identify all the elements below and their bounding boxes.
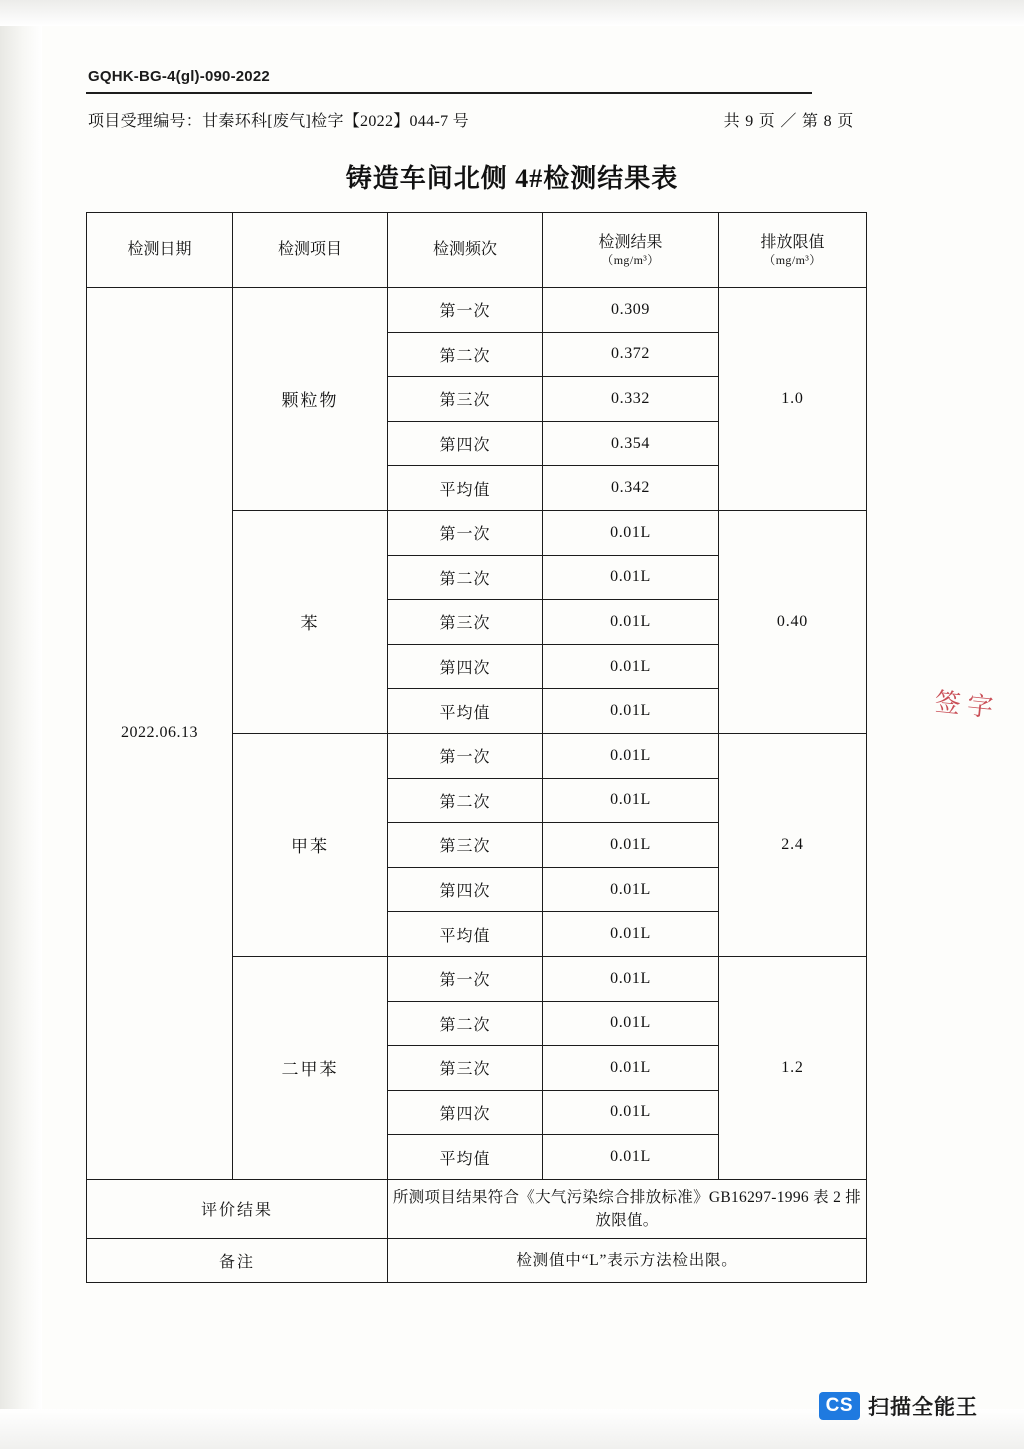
detection-result-table bbox=[86, 212, 867, 1283]
header-result-label: 检测结果 bbox=[598, 233, 663, 251]
remark-text: 检测值中“L”表示方法检出限。 bbox=[388, 1238, 867, 1283]
cell-result: 0.354 bbox=[543, 421, 719, 466]
cell-frequency: 第二次 bbox=[388, 1001, 543, 1046]
header-item: 检测项目 bbox=[233, 213, 388, 288]
cell-result: 0.01L bbox=[543, 1001, 719, 1046]
cell-result: 0.01L bbox=[543, 510, 719, 555]
cell-result: 0.332 bbox=[543, 377, 719, 422]
remark-label: 备注 bbox=[87, 1238, 388, 1283]
cell-result: 0.01L bbox=[543, 555, 719, 600]
header-result bbox=[543, 213, 719, 288]
cell-frequency: 平均值 bbox=[388, 466, 543, 511]
cell-result: 0.01L bbox=[543, 1090, 719, 1135]
cell-limit: 0.40 bbox=[719, 510, 867, 733]
table-header-row bbox=[87, 213, 867, 288]
cell-frequency: 第三次 bbox=[388, 377, 543, 422]
cell-frequency: 第三次 bbox=[388, 600, 543, 645]
header-result-unit: （mg/m³） bbox=[601, 252, 660, 267]
evaluation-text: 所测项目结果符合《大气污染综合排放标准》GB16297-1996 表 2 排放限值。 bbox=[388, 1179, 867, 1238]
cell-frequency: 第二次 bbox=[388, 778, 543, 823]
cell-frequency: 第一次 bbox=[388, 733, 543, 778]
watermark-label: 扫描全能王 bbox=[868, 1396, 978, 1419]
header-limit-label: 排放限值 bbox=[760, 233, 825, 251]
table-row bbox=[87, 288, 867, 333]
document-code: GQHK-BG-4(gl)-090-2022 bbox=[88, 68, 270, 85]
cell-date: 2022.06.13 bbox=[87, 288, 233, 1180]
cell-result: 0.01L bbox=[543, 912, 719, 957]
cell-limit: 1.2 bbox=[719, 956, 867, 1179]
cell-frequency: 第二次 bbox=[388, 332, 543, 377]
cell-limit: 2.4 bbox=[719, 733, 867, 956]
remark-row bbox=[87, 1238, 867, 1283]
page-number: 共 9 页 ／ 第 8 页 bbox=[723, 113, 854, 130]
cell-result: 0.01L bbox=[543, 733, 719, 778]
cell-result: 0.01L bbox=[543, 823, 719, 868]
evaluation-label: 评价结果 bbox=[87, 1179, 388, 1238]
cell-result: 0.01L bbox=[543, 600, 719, 645]
evaluation-row bbox=[87, 1179, 867, 1238]
cell-frequency: 第四次 bbox=[388, 867, 543, 912]
cell-limit: 1.0 bbox=[719, 288, 867, 511]
cell-result: 0.01L bbox=[543, 1135, 719, 1180]
cell-frequency: 平均值 bbox=[388, 912, 543, 957]
scanner-watermark bbox=[819, 1391, 978, 1421]
cell-frequency: 第一次 bbox=[388, 956, 543, 1001]
cell-frequency: 平均值 bbox=[388, 1135, 543, 1180]
cell-frequency: 第一次 bbox=[388, 510, 543, 555]
cell-result: 0.01L bbox=[543, 867, 719, 912]
scan-edge-top bbox=[0, 0, 1024, 26]
handwritten-margin-mark: 签 字 bbox=[933, 687, 995, 723]
camscanner-logo-icon: CS bbox=[819, 1392, 860, 1420]
cell-item: 甲苯 bbox=[233, 733, 388, 956]
cell-frequency: 第四次 bbox=[388, 421, 543, 466]
header-limit bbox=[719, 213, 867, 288]
page-title: 铸造车间北侧 4#检测结果表 bbox=[345, 164, 679, 193]
cell-result: 0.309 bbox=[543, 288, 719, 333]
cell-result: 0.342 bbox=[543, 466, 719, 511]
header-rule bbox=[86, 92, 812, 94]
scan-edge-left bbox=[0, 0, 42, 1449]
cell-result: 0.372 bbox=[543, 332, 719, 377]
cell-item: 颗粒物 bbox=[233, 288, 388, 511]
cell-item: 二甲苯 bbox=[233, 956, 388, 1179]
cell-result: 0.01L bbox=[543, 778, 719, 823]
cell-result: 0.01L bbox=[543, 689, 719, 734]
cell-result: 0.01L bbox=[543, 956, 719, 1001]
cell-frequency: 第三次 bbox=[388, 823, 543, 868]
cell-frequency: 第四次 bbox=[388, 1090, 543, 1135]
cell-frequency: 第一次 bbox=[388, 288, 543, 333]
cell-frequency: 平均值 bbox=[388, 689, 543, 734]
document-meta bbox=[88, 108, 854, 131]
acceptance-number: 项目受理编号：甘秦环科[废气]检字【2022】044-7 号 bbox=[88, 113, 469, 130]
cell-frequency: 第三次 bbox=[388, 1046, 543, 1091]
header-date: 检测日期 bbox=[87, 213, 233, 288]
header-limit-unit: （mg/m³） bbox=[763, 252, 822, 267]
cell-result: 0.01L bbox=[543, 644, 719, 689]
cell-frequency: 第四次 bbox=[388, 644, 543, 689]
cell-item: 苯 bbox=[233, 510, 388, 733]
cell-frequency: 第二次 bbox=[388, 555, 543, 600]
header-frequency: 检测频次 bbox=[388, 213, 543, 288]
cell-result: 0.01L bbox=[543, 1046, 719, 1091]
